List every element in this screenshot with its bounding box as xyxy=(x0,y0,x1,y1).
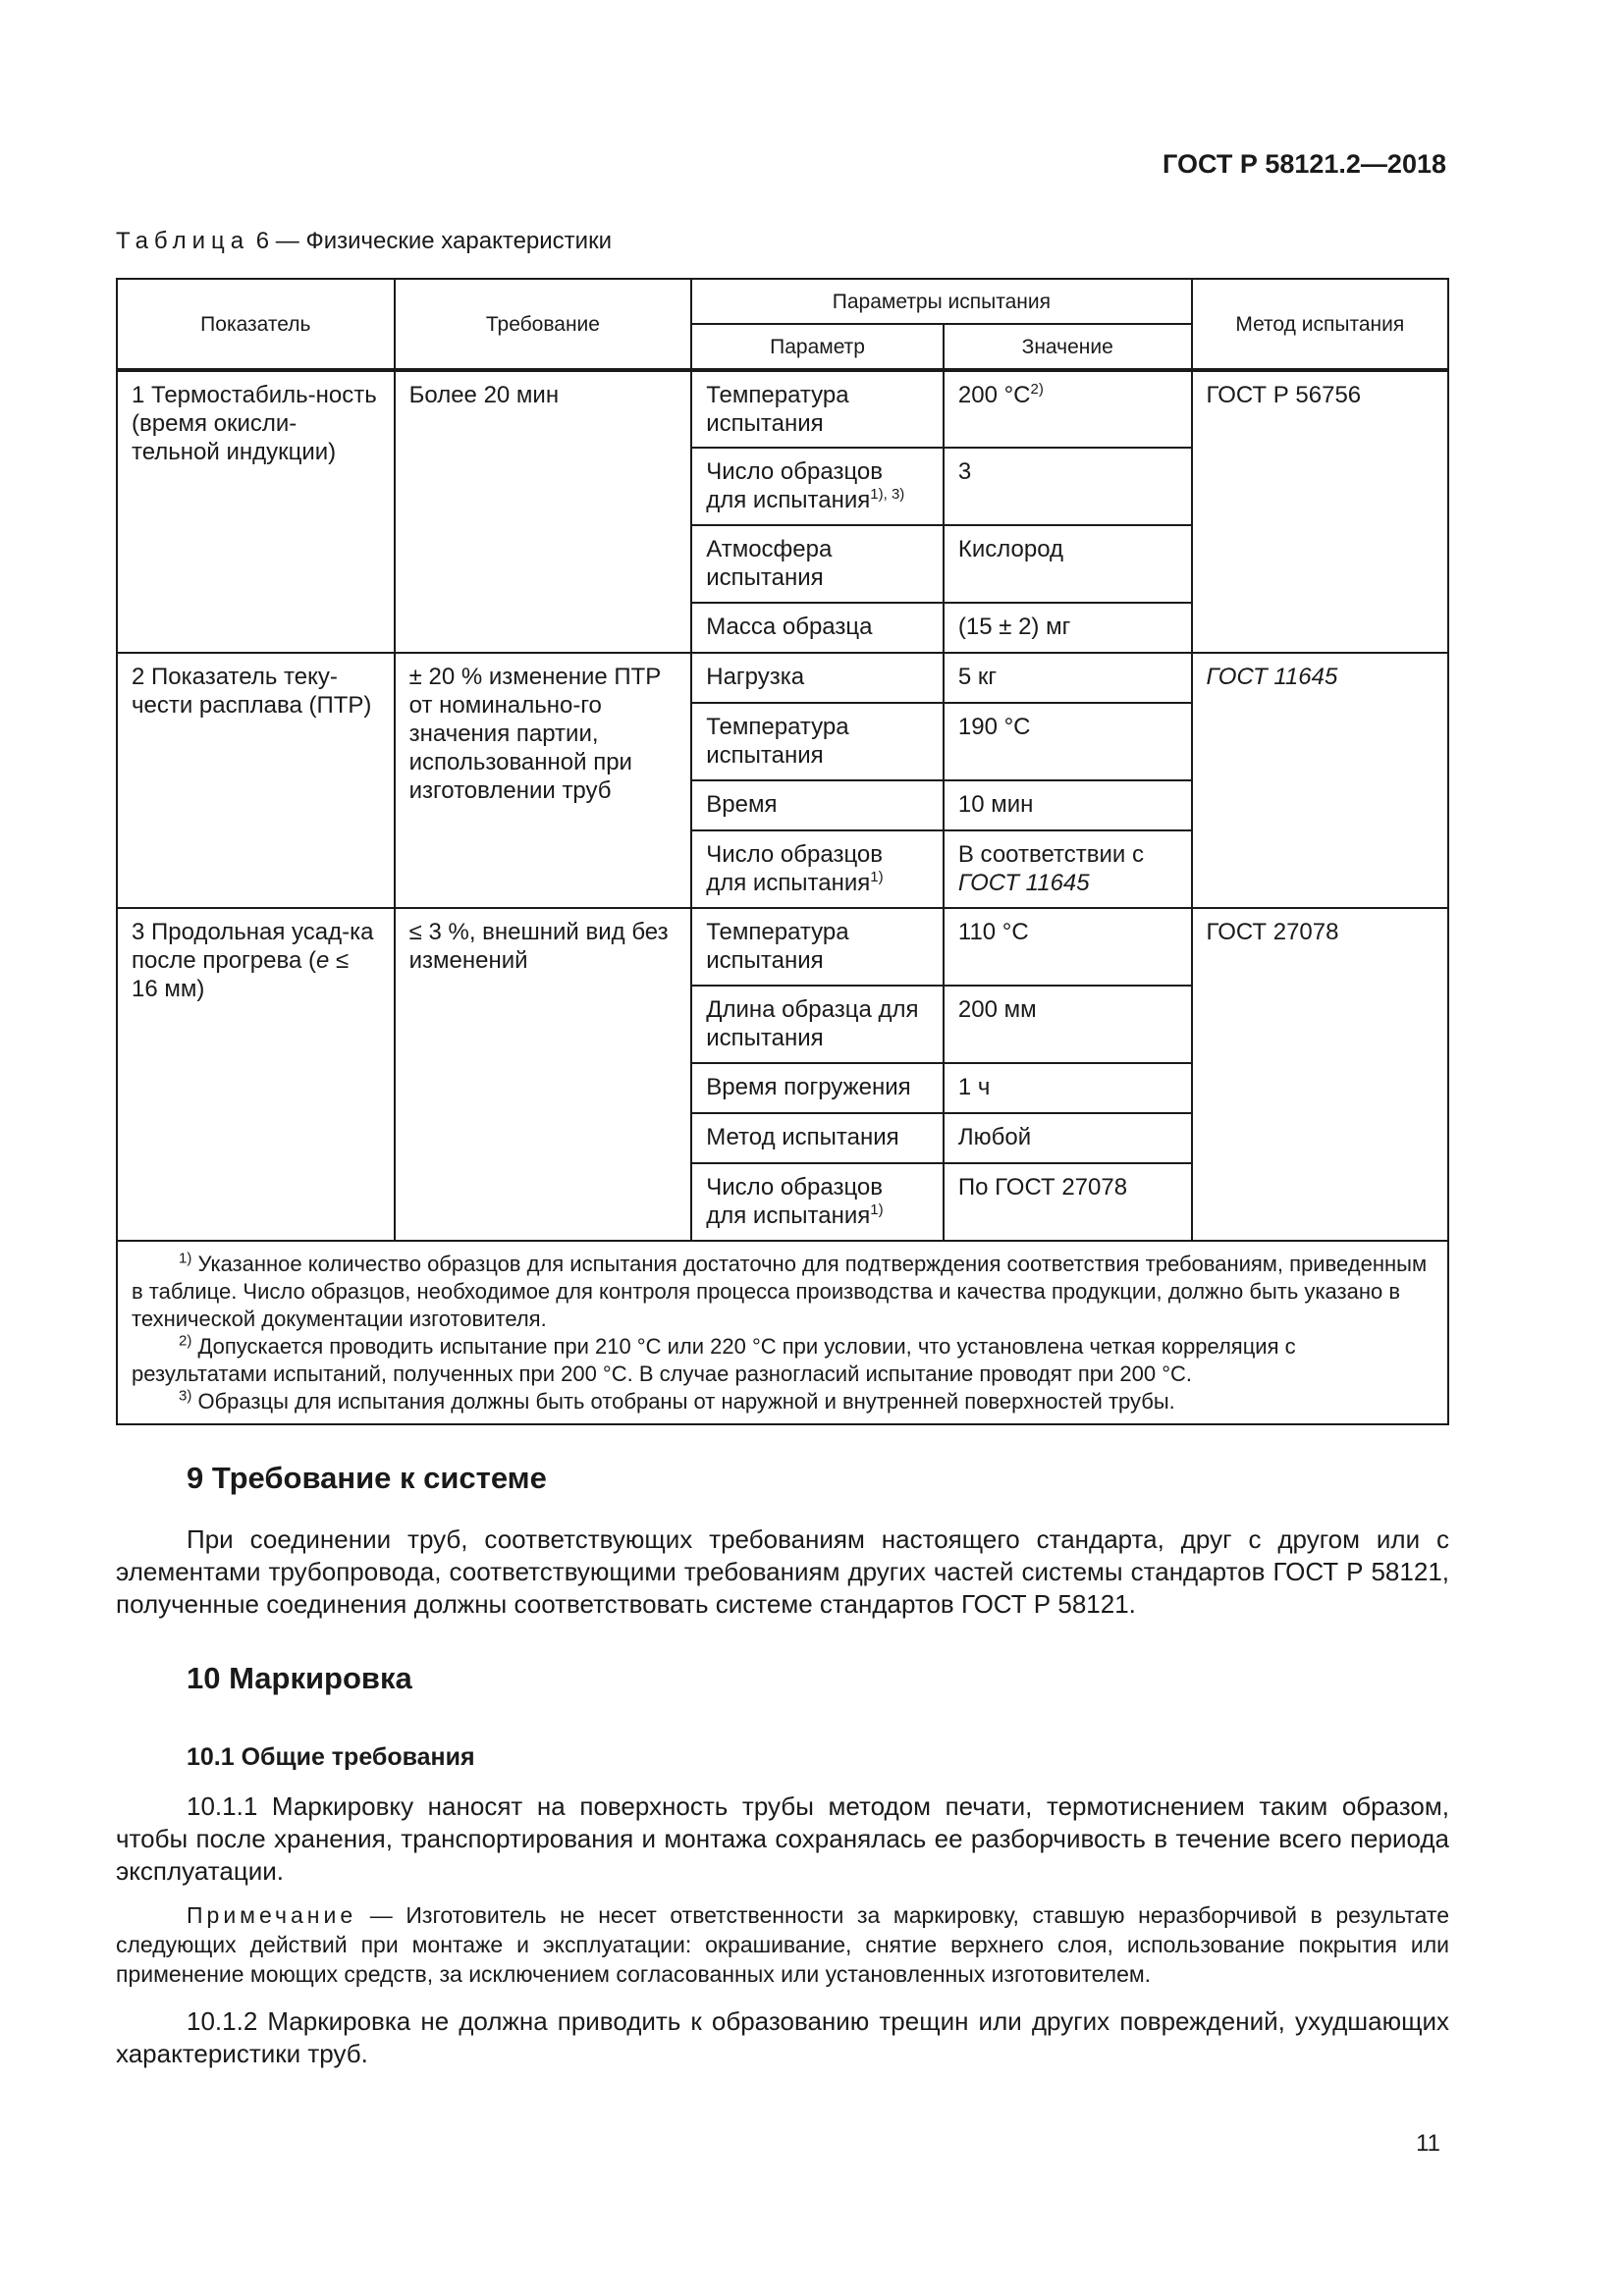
table-footnotes xyxy=(117,1241,1448,1424)
section-9-paragraph: При соединении труб, соответствующих требованиям настоящего стандарта, друг с другом или с элементами трубопровода, соответствующими требованиям других частей системы стандартов ГОСТ Р 58121, полученные соединения должны соответствовать системе стандартов ГОСТ Р 58121. xyxy=(116,1524,1449,1619)
table-row xyxy=(117,653,1448,703)
cell-method: ГОСТ 11645 xyxy=(1192,653,1448,908)
cell-value: 5 кг xyxy=(944,653,1192,703)
header-value: Значение xyxy=(944,324,1192,370)
cell-param: Число образцов для испытания$^{1), 3)}$ xyxy=(691,448,944,525)
section-10-1-1-paragraph: 10.1.1 Маркировку наносят на поверхность трубы методом печати, термотиснением таким образом, чтобы после хранения, транспортирования и монтажа сохранялась ее разборчивость в течение всего периода эксплуатации. xyxy=(116,1791,1449,1886)
footnote-3: $^{3)}$ Образцы для испытания должны быть отобраны от наружной и внутренней поверхностей трубы. xyxy=(179,1387,1175,1414)
header-test-params: Параметры испытания xyxy=(691,279,1191,324)
cell-value: Любой xyxy=(944,1113,1192,1163)
footnote-1: $^{1)}$ Указанное количество образцов для испытания достаточно для подтверждения соответствия требованиям, приведенным в таблице. Число образцов, необходимое для контроля процесса производства и качества продукции, должно быть указано в технической документации изготовителя. xyxy=(132,1250,1428,1331)
header-requirement: Требование xyxy=(395,279,692,370)
table-caption-title: 6 — Физические характеристики xyxy=(255,228,612,254)
table-footnotes-row xyxy=(117,1241,1448,1424)
cell-param: Метод испытания xyxy=(691,1113,944,1163)
cell-param: Температура испытания xyxy=(691,908,944,986)
cell-value: 3 xyxy=(944,448,1192,525)
cell-requirement: ≤ 3 %, внешний вид без изменений xyxy=(395,908,692,1241)
cell-value: 200 мм xyxy=(944,986,1192,1063)
cell-param: Атмосфера испытания xyxy=(691,525,944,603)
header-indicator: Показатель xyxy=(117,279,395,370)
section-10-1-title: 10.1 Общие требования xyxy=(187,1743,475,1771)
cell-method: ГОСТ Р 56756 xyxy=(1192,370,1448,653)
cell-param: Температура испытания xyxy=(691,703,944,780)
table-row xyxy=(117,908,1448,986)
cell-value: 10 мин xyxy=(944,780,1192,830)
section-10-title: 10 Маркировка xyxy=(187,1661,412,1695)
cell-param: Масса образца xyxy=(691,603,944,653)
document-code: ГОСТ Р 58121.2—2018 xyxy=(1163,149,1446,179)
cell-requirement: Более 20 мин xyxy=(395,370,692,653)
footnote-2: $^{2)}$ Допускается проводить испытание при 210 °С или 220 °С при условии, что установлена четкая корреляция с результатами испытаний, полученных при 200 °С. В случае разногласий испытание проводят при 200 °С. xyxy=(132,1332,1296,1386)
cell-param: Температура испытания xyxy=(691,370,944,448)
section-10-1-2-paragraph: 10.1.2 Маркировка не должна приводить к образованию трещин или других повреждений, ухудшающих характеристики труб. xyxy=(116,2006,1449,2068)
cell-value: По ГОСТ 27078 xyxy=(944,1163,1192,1241)
cell-value: (15 ± 2) мг xyxy=(944,603,1192,653)
cell-param: Время погружения xyxy=(691,1063,944,1113)
page-number: 11 xyxy=(1416,2130,1440,2157)
cell-param: Длина образца для испытания xyxy=(691,986,944,1063)
note-text: — Изготовитель не несет ответственности за маркировку, ставшую неразборчивой в результате следующих действий при монтаже и эксплуатации: окрашивание, снятие верхнего слоя, использование покрытия или применение моющих средств, за исключением согласованных или установленных изготовителем. xyxy=(116,1902,1449,1987)
cell-value: В соответствии с ГОСТ 11645 xyxy=(944,830,1192,908)
note-label: Примечание xyxy=(187,1902,357,1928)
note-paragraph xyxy=(116,1900,1449,1989)
cell-value: 200 $^\circ С^{2)}$ xyxy=(944,370,1192,448)
cell-requirement: ± 20 % изменение ПТР от номинально-го значения партии, использованной при изготовлении труб xyxy=(395,653,692,908)
cell-param: Число образцов для испытания$^{1)}$ xyxy=(691,830,944,908)
header-parameter: Параметр xyxy=(691,324,944,370)
cell-value: 190 °С xyxy=(944,703,1192,780)
section-9-title: 9 Требование к системе xyxy=(187,1461,547,1495)
cell-param: Время xyxy=(691,780,944,830)
cell-value: 1 ч xyxy=(944,1063,1192,1113)
cell-param: Нагрузка xyxy=(691,653,944,703)
cell-indicator: 1 Термостабиль-ность (время окисли-тельной индукции) xyxy=(117,370,395,653)
table-caption xyxy=(116,228,612,255)
cell-param: Число образцов для испытания$^{1)}$ xyxy=(691,1163,944,1241)
cell-value: 110 °С xyxy=(944,908,1192,986)
table-row xyxy=(117,370,1448,448)
cell-indicator: 2 Показатель теку-чести расплава (ПТР) xyxy=(117,653,395,908)
header-method: Метод испытания xyxy=(1192,279,1448,370)
physical-characteristics-table xyxy=(116,278,1449,1425)
cell-method: ГОСТ 27078 xyxy=(1192,908,1448,1241)
cell-value: Кислород xyxy=(944,525,1192,603)
table-caption-label: Таблица xyxy=(116,228,250,254)
cell-indicator: 3 Продольная усад-ка после прогрева (e ≤ 16 мм) xyxy=(117,908,395,1241)
